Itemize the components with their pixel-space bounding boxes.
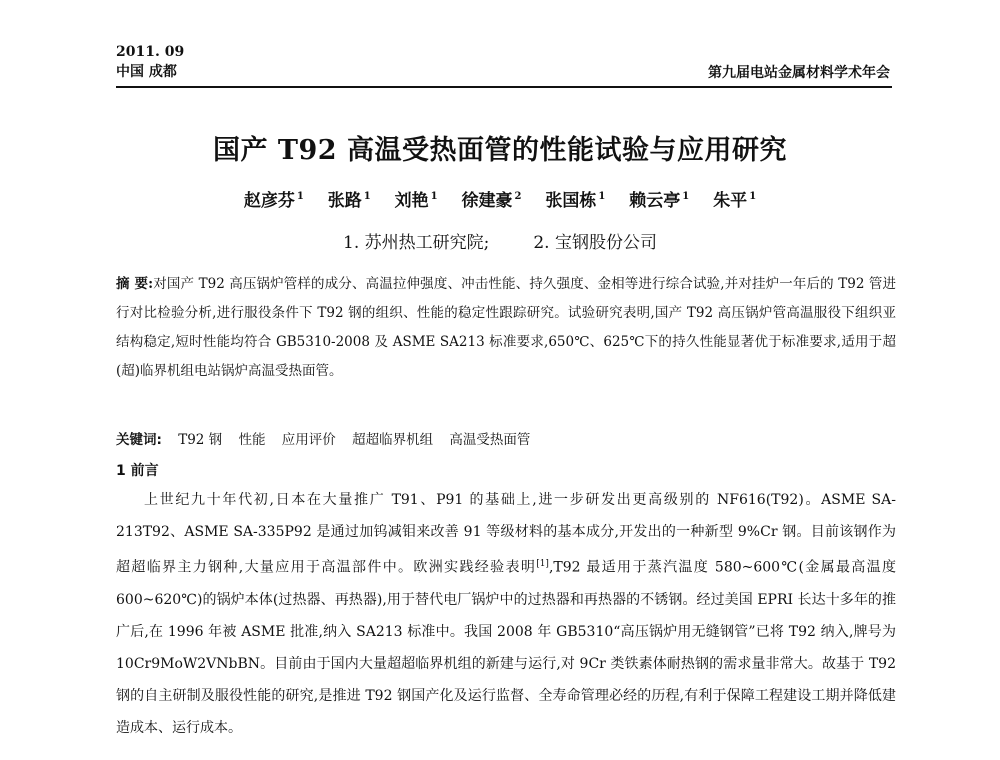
header-left <box>116 42 184 82</box>
keyword: 性能 <box>238 432 266 448</box>
header-location: 中国 成都 <box>116 64 177 80</box>
header-divider <box>116 86 892 88</box>
abstract-label: 摘 要: <box>116 276 154 292</box>
author: 赵彦芬 $^1$ <box>243 191 304 211</box>
author: 朱平 $^1$ <box>713 191 757 211</box>
header-conference: 第九届电站金属材料学术年会 <box>708 65 890 81</box>
paper-title: 国产 T92 高温受热面管的性能试验与应用研究 <box>213 135 787 166</box>
affiliations <box>0 228 1000 253</box>
keywords-label: 关键词: <box>116 432 162 448</box>
author: 张路 $^1$ <box>327 191 371 211</box>
keyword: 应用评价 <box>281 432 336 448</box>
section-heading: 1 前言 <box>116 463 159 479</box>
citation-ref[interactable]: [1] <box>536 559 549 569</box>
keywords <box>116 428 896 448</box>
author-list <box>0 186 1000 211</box>
author: 张国栋 $^1$ <box>545 191 606 211</box>
keyword: T92 钢 <box>178 432 223 448</box>
affiliation: 1. 苏州热工研究院; <box>343 233 490 253</box>
abstract-text: 对国产 T92 高压锅炉管样的成分、高温拉伸强度、冲击性能、持久强度、金相等进行综合试验,并对挂炉一年后的 T92 管进行对比检验分析,进行服役条件下 T92 钢的组织、性能的稳定性跟踪研究。试验研究表明,国产 T92 高压锅炉管高温服役下组织亚结构稳定,短时性能均符合 GB5310-2008 及 ASME SA213 标准要求,650℃、625℃下的持久性能显著优于标准要求,适用于超(超)临界机组电站锅炉高温受热面管。 <box>116 276 896 379</box>
body-text-part: ,T92 最适用于蒸汽温度 580~600℃(金属最高温度 600~620℃)的锅炉本体(过热器、再热器),用于替代电厂锅炉中的过热器和再热器的不锈钢。经过美国 EPRI 长达十多年的推广后,在 1996 年被 ASME 批准,纳入 SA213 标准中。我国 2008 年 GB5310“高压锅炉用无缝钢管”已将 T92 纳入,牌号为 10Cr9MoW2VNbBN。目前由于国内大量超超临界机组的新建与运行,对 9Cr 类铁素体耐热钢的需求量非常大。故基于 T92 钢的自主研制及服役性能的研究,是推进 T92 钢国产化及运行监督、全寿命管理必经的历程,有利于保障工程建设工期并降低建造成本、运行成本。 <box>116 559 896 736</box>
author: 徐建豪 $^2$ <box>461 191 522 211</box>
section-body <box>116 484 896 744</box>
keyword: 高温受热面管 <box>449 432 531 448</box>
abstract <box>116 270 896 386</box>
body-text-part: 上世纪九十年代初,日本在大量推广 T91、P91 的基础上,进一步研发出更高级别的 NF616(T92)。ASME SA-213T92、ASME SA-335P92 是通过加钨减钼来改善 91 等级材料的基本成分,开发出的一种新型 9%Cr 钢。目前该钢作为超超临界主力钢种,大量应用于高温部件中。欧洲实践经验表明 <box>116 492 896 576</box>
author: 赖云亭 $^1$ <box>629 191 690 211</box>
keyword: 超超临界机组 <box>352 432 434 448</box>
author: 刘艳 $^1$ <box>394 191 438 211</box>
header-date: 2011. 09 <box>116 44 185 60</box>
affiliation: 2. 宝钢股份公司 <box>533 233 657 253</box>
